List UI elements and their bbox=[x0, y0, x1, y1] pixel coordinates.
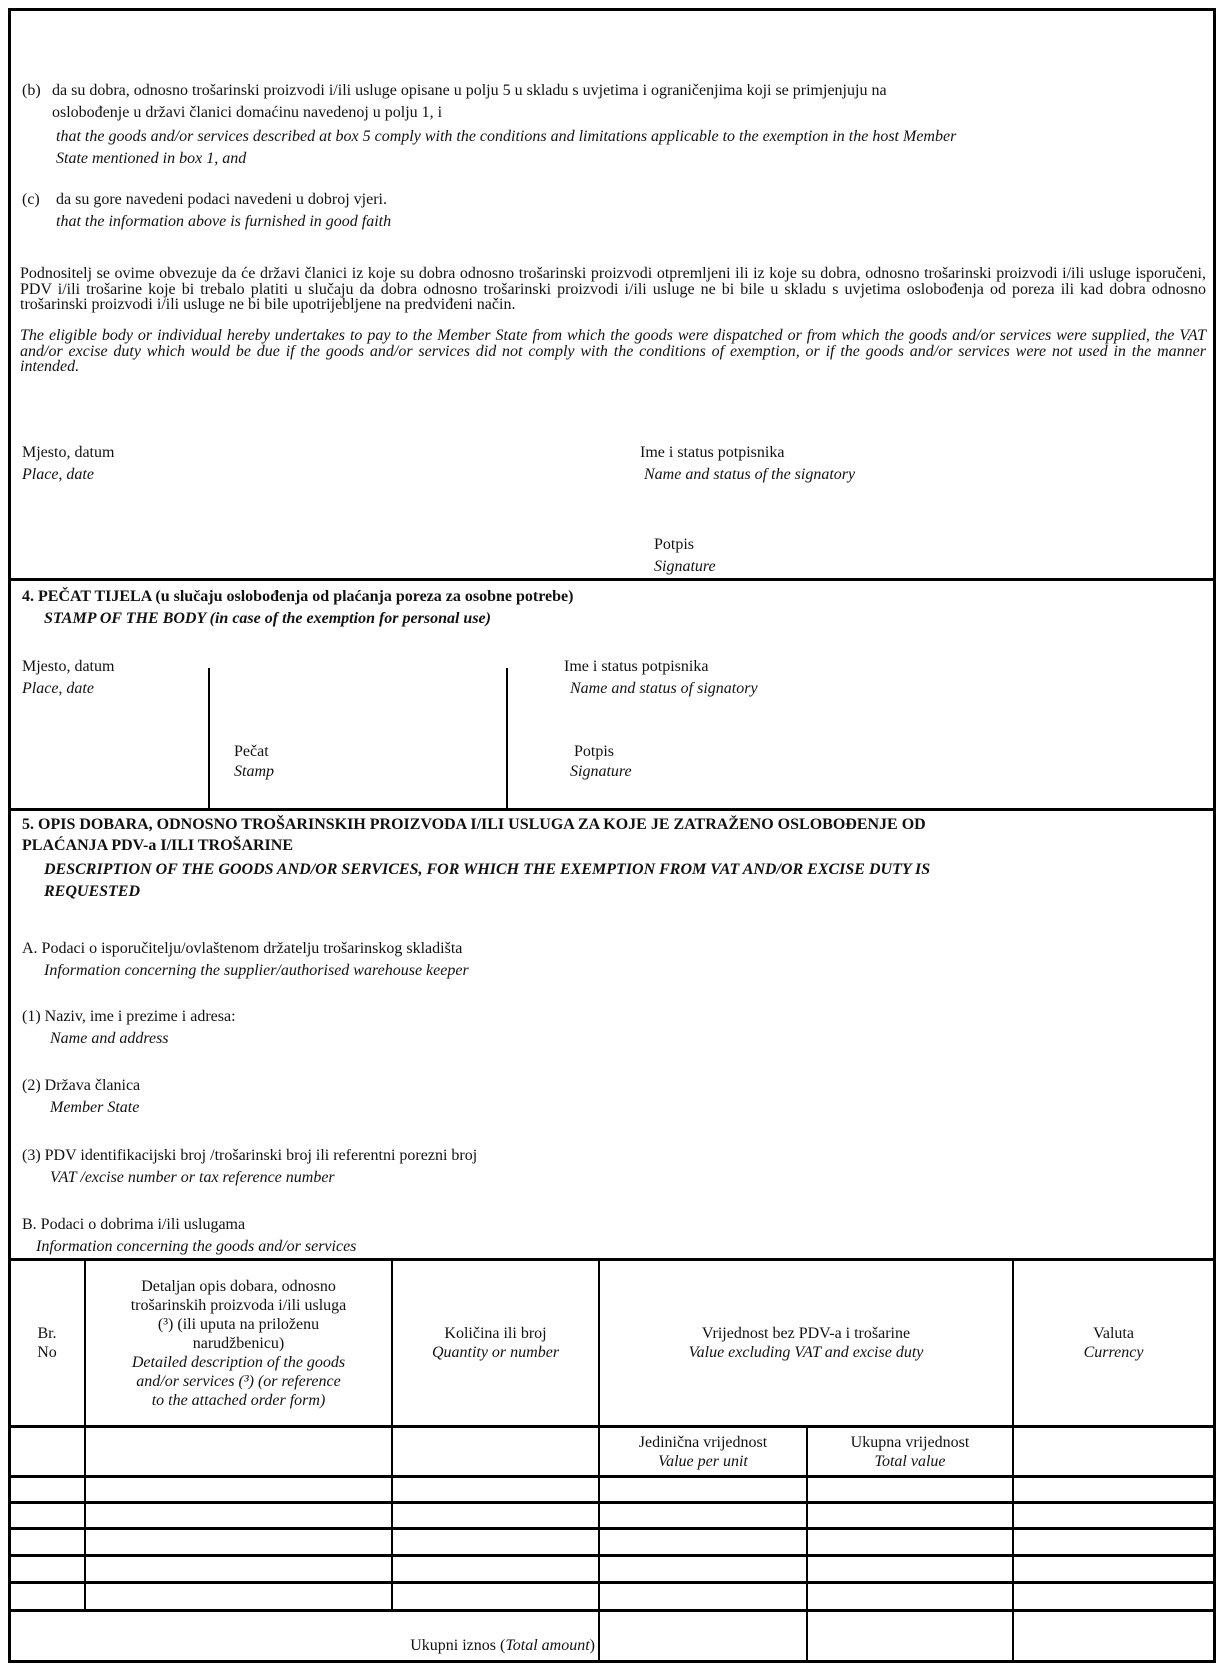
frame-right bbox=[1213, 8, 1216, 1663]
row-3-quantity[interactable] bbox=[393, 1504, 598, 1527]
part-b-label-hr: B. Podaci o dobrima i/ili uslugama bbox=[22, 1216, 246, 1233]
header-desc-hr-2: trošarinskih proizvoda i/ili usluga bbox=[130, 1296, 347, 1314]
header-currency-hr: Valuta bbox=[1093, 1325, 1134, 1342]
subheader-total-value bbox=[808, 1428, 1012, 1475]
supplier-member-state-field[interactable] bbox=[200, 1074, 1200, 1114]
stamp-label-en: Stamp bbox=[234, 763, 274, 780]
section-5-title-en-line2: REQUESTED bbox=[44, 883, 141, 900]
header-desc-en-1: Detailed description of the goods bbox=[131, 1353, 346, 1371]
row-3-total-value[interactable] bbox=[808, 1504, 1012, 1527]
row-5-total-value[interactable] bbox=[808, 1557, 1012, 1581]
header-value-en: Value excluding VAT and excise duty bbox=[688, 1344, 924, 1361]
part-a-label-hr: A. Podaci o isporučitelju/ovlaštenom držatelju trošarinskog skladišta bbox=[22, 940, 463, 957]
row-5-currency[interactable] bbox=[1014, 1557, 1213, 1581]
header-desc-en-3: to the attached order form) bbox=[151, 1391, 326, 1409]
s4-signatory-label-en: Name and status of signatory bbox=[570, 680, 758, 697]
row-2-currency[interactable] bbox=[1014, 1478, 1213, 1501]
row-1-quantity[interactable] bbox=[393, 1428, 598, 1475]
item-c-en: that the information above is furnished in good faith bbox=[56, 213, 392, 230]
row-4-quantity[interactable] bbox=[393, 1530, 598, 1554]
divider-section-4 bbox=[8, 578, 1216, 581]
item-b-hr-line1: da su dobra, odnosno trošarinski proizvodi i/ili usluge opisane u polju 5 u skladu s uvjetima i ograničenjima koji se primjenjuju na bbox=[52, 82, 887, 99]
field-1-label-hr: (1) Naziv, ime i prezime i adresa: bbox=[22, 1008, 236, 1025]
s4-signature-field[interactable] bbox=[660, 740, 1200, 808]
row-4-description[interactable] bbox=[86, 1530, 391, 1554]
row-6-description[interactable] bbox=[86, 1584, 391, 1609]
section-5-title-en-line1: DESCRIPTION OF THE GOODS AND/OR SERVICES, FOR WHICH THE EXEMPTION FROM VAT AND/OR EXCISE DUTY IS bbox=[44, 861, 931, 878]
row-5-description[interactable] bbox=[86, 1557, 391, 1581]
subheader-unit-en: Value per unit bbox=[658, 1452, 748, 1470]
total-currency-field[interactable] bbox=[1014, 1612, 1213, 1660]
row-4-total-value[interactable] bbox=[808, 1530, 1012, 1554]
s4-signature-label-hr: Potpis bbox=[574, 743, 615, 760]
subheader-total-en: Total value bbox=[874, 1452, 946, 1470]
undertaking-en: The eligible body or individual hereby undertakes to pay to the Member State from which the goods were dispatched or from which the goods and/or services were supplied, the VAT and/or excise duty which would be due if the goods and/or services did not comply with the conditions of exemption, or if the goods and/or services were not used in the manner intended. bbox=[20, 327, 1206, 375]
item-b-en-line1: that the goods and/or services described at box 5 comply with the conditions and limitations applicable to the exemption in the host Member bbox=[56, 128, 957, 145]
item-c-hr: da su gore navedeni podaci navedeni u dobroj vjeri. bbox=[56, 191, 387, 208]
part-a-label-en: Information concerning the supplier/authorised warehouse keeper bbox=[44, 962, 469, 979]
row-4-currency[interactable] bbox=[1014, 1530, 1213, 1554]
section-5-title-hr-line1: 5. OPIS DOBARA, ODNOSNO TROŠARINSKIH PROIZVODA I/ILI USLUGA ZA KOJE JE ZATRAŽENO OSLOBOĐENJE OD bbox=[22, 816, 926, 833]
row-1-no[interactable] bbox=[10, 1428, 84, 1475]
total-label-hr: Ukupni iznos ( bbox=[410, 1637, 506, 1654]
item-c-marker: (c) bbox=[22, 191, 40, 208]
header-desc-en-2: and/or services (³) (or reference bbox=[136, 1372, 341, 1390]
row-6-no[interactable] bbox=[10, 1584, 84, 1609]
row-3-no[interactable] bbox=[10, 1504, 84, 1527]
s4-place-date-label-en: Place, date bbox=[22, 680, 94, 697]
divider-section-5 bbox=[8, 808, 1216, 811]
s4-signatory-label-hr: Ime i status potpisnika bbox=[564, 658, 709, 675]
signature-field[interactable] bbox=[740, 530, 1200, 575]
row-3-description[interactable] bbox=[86, 1504, 391, 1527]
place-date-label-hr: Mjesto, datum bbox=[22, 444, 115, 461]
row-6-currency[interactable] bbox=[1014, 1584, 1213, 1609]
section-5-title-hr-line2: PLAĆANJA PDV-a I/ILI TROŠARINE bbox=[22, 837, 293, 854]
signature-label-hr: Potpis bbox=[654, 536, 695, 553]
row-1-description[interactable] bbox=[86, 1428, 391, 1475]
header-qty-en: Quantity or number bbox=[431, 1344, 560, 1361]
row-2-quantity[interactable] bbox=[393, 1478, 598, 1501]
total-label-close: ) bbox=[589, 1637, 595, 1654]
field-3-label-en: VAT /excise number or tax reference number bbox=[50, 1169, 335, 1186]
header-desc-hr-4: narudžbenicu) bbox=[192, 1334, 285, 1352]
header-value-hr: Vrijednost bez PDV-a i trošarine bbox=[701, 1325, 911, 1342]
subheader-unit-hr: Jedinična vrijednost bbox=[638, 1433, 768, 1451]
total-amount-label bbox=[410, 1636, 595, 1655]
total-value-field[interactable] bbox=[808, 1612, 1012, 1660]
header-description bbox=[86, 1261, 391, 1425]
frame-bottom bbox=[8, 1660, 1216, 1663]
header-value bbox=[600, 1261, 1012, 1425]
s4-divider-2 bbox=[506, 668, 508, 810]
header-currency-en: Currency bbox=[1083, 1344, 1144, 1361]
row-4-no[interactable] bbox=[10, 1530, 84, 1554]
signature-label-en: Signature bbox=[654, 558, 716, 575]
field-3-label-hr: (3) PDV identifikacijski broj /trošarinski broj ili referentni porezni broj bbox=[22, 1147, 478, 1164]
s4-place-date-field[interactable] bbox=[20, 702, 200, 802]
header-no bbox=[10, 1261, 84, 1425]
field-2-label-hr: (2) Država članica bbox=[22, 1077, 141, 1094]
stamp-label-hr: Pečat bbox=[234, 743, 269, 760]
row-2-no[interactable] bbox=[10, 1478, 84, 1501]
s4-divider-1 bbox=[208, 668, 210, 810]
row-1-currency[interactable] bbox=[1014, 1428, 1213, 1475]
header-no-en: No bbox=[37, 1344, 57, 1361]
row-5-quantity[interactable] bbox=[393, 1557, 598, 1581]
subheader-unit-value bbox=[600, 1428, 806, 1475]
supplier-vat-number-field[interactable] bbox=[610, 1144, 1200, 1184]
item-b-hr-line2: oslobođenje u državi članici domaćinu navedenoj u polju 1, i bbox=[52, 104, 443, 121]
row-2-unit-value[interactable] bbox=[600, 1478, 806, 1501]
s4-place-date-label-hr: Mjesto, datum bbox=[22, 658, 115, 675]
subheader-total-hr: Ukupna vrijednost bbox=[850, 1433, 970, 1451]
header-desc-hr-3: (³) (ili uputa na priloženu bbox=[157, 1315, 320, 1333]
section-4-title-en: STAMP OF THE BODY (in case of the exemption for personal use) bbox=[44, 610, 491, 627]
section-4-title-hr: 4. PEČAT TIJELA (u slučaju oslobođenja od plaćanja poreza za osobne potrebe) bbox=[22, 588, 574, 605]
header-desc-hr-1: Detaljan opis dobara, odnosno bbox=[141, 1277, 336, 1295]
frame-top bbox=[8, 8, 1216, 11]
s4-signature-label-en: Signature bbox=[570, 763, 632, 780]
undertaking-hr: Podnositelj se ovime obvezuje da će državi članici iz koje su dobra odnosno trošarinski proizvodi otpremljeni ili iz koje su dobra, odnosno trošarinski proizvodi i/ili usluge isporučeni, PDV i/ili trošarine koje bi trebalo platiti u slučaju da dobra odnosno trošarinski proizvodi i/ili usluge ne bi bile u skladu s uvjetima oslobođenja od poreza ili kad dobra odnosno trošarinski proizvodi i/ili usluge ne bi bile upotrijebljene na predviđeni način. bbox=[20, 265, 1206, 313]
row-3-unit-value[interactable] bbox=[600, 1504, 806, 1527]
part-b-label-en: Information concerning the goods and/or services bbox=[36, 1238, 357, 1255]
signatory-label-en: Name and status of the signatory bbox=[644, 466, 856, 483]
header-no-hr: Br. bbox=[37, 1325, 57, 1342]
signatory-label-hr: Ime i status potpisnika bbox=[640, 444, 785, 461]
row-3-currency[interactable] bbox=[1014, 1504, 1213, 1527]
row-6-unit-value[interactable] bbox=[600, 1584, 806, 1609]
row-2-total-value[interactable] bbox=[808, 1478, 1012, 1501]
field-2-label-en: Member State bbox=[50, 1099, 140, 1116]
item-b-marker: (b) bbox=[22, 82, 41, 99]
place-date-field[interactable] bbox=[20, 488, 600, 548]
header-quantity bbox=[393, 1261, 598, 1425]
place-date-label-en: Place, date bbox=[22, 466, 94, 483]
row-4-unit-value[interactable] bbox=[600, 1530, 806, 1554]
total-label-en: Total amount bbox=[505, 1637, 590, 1654]
item-b-en-line2: State mentioned in box 1, and bbox=[56, 150, 247, 167]
supplier-name-address-field[interactable] bbox=[300, 1005, 1200, 1045]
stamp-area[interactable] bbox=[212, 668, 504, 808]
field-1-label-en: Name and address bbox=[50, 1030, 169, 1047]
row-6-quantity[interactable] bbox=[393, 1584, 598, 1609]
row-6-total-value[interactable] bbox=[808, 1584, 1012, 1609]
header-qty-hr: Količina ili broj bbox=[444, 1325, 547, 1342]
row-2-description[interactable] bbox=[86, 1478, 391, 1501]
row-5-no[interactable] bbox=[10, 1557, 84, 1581]
s4-signatory-field[interactable] bbox=[564, 702, 1204, 740]
row-5-unit-value[interactable] bbox=[600, 1557, 806, 1581]
header-currency bbox=[1014, 1261, 1213, 1425]
